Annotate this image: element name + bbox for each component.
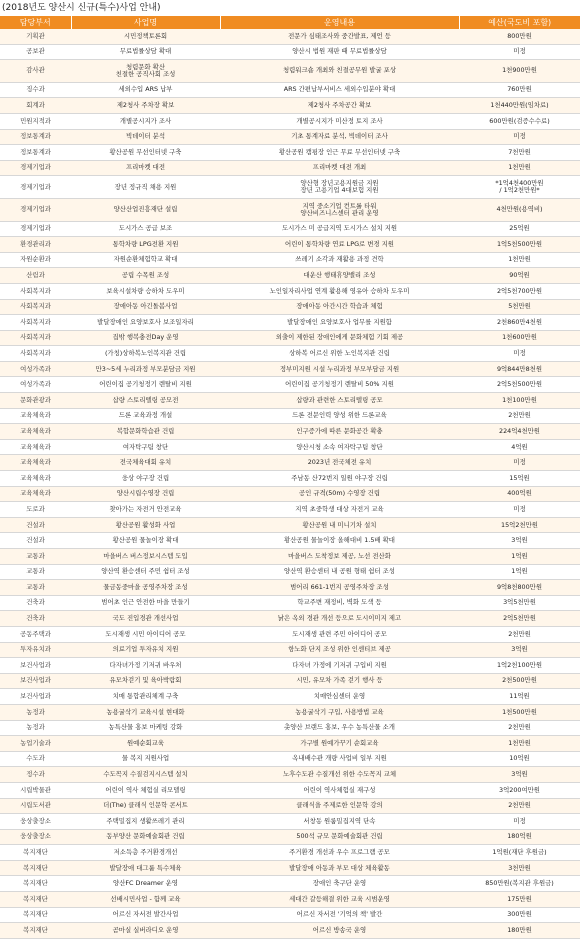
table-row (0, 502, 580, 518)
cell-project-name: 도시재생 시민 아이디어 공모 (71, 626, 220, 642)
cell-dept: 교육체육과 (0, 408, 71, 424)
cell-project-name: 의료기업 투자유치 지원 (71, 642, 220, 658)
table-row (0, 455, 580, 471)
cell-project-name: 곰마실 실버라디오 운영 (71, 923, 220, 939)
table-row (0, 673, 580, 689)
cell-dept: 보건사업과 (0, 673, 71, 689)
cell-dept: 산림과 (0, 268, 71, 284)
cell-content: 어르신 방송국 운영 (220, 923, 459, 939)
cell-content: 쓰레기 소각과 재활용 과정 견학 (220, 252, 459, 268)
cell-project-name: 동부양산 문화예술회관 건립 (71, 829, 220, 845)
cell-budget: 2천500만원 (459, 673, 580, 689)
cell-content: 기초 통계자료 분석, 빅데이터 조사 (220, 129, 459, 145)
cell-dept: 교통과 (0, 564, 71, 580)
cell-budget: 2천860만4천원 (459, 315, 580, 331)
cell-project-name: 양산FC Dreamer 운영 (71, 876, 220, 892)
cell-budget: 미정 (459, 502, 580, 518)
cell-dept: 사회복지과 (0, 346, 71, 362)
cell-dept: 경제기업과 (0, 198, 71, 221)
cell-budget: 180억원 (459, 829, 580, 845)
cell-budget: 미정 (459, 346, 580, 362)
table-row (0, 580, 580, 596)
cell-budget: 760만원 (459, 82, 580, 98)
cell-dept: 징수과 (0, 82, 71, 98)
table-row (0, 486, 580, 502)
table-row (0, 689, 580, 705)
cell-budget: 800만원 (459, 29, 580, 44)
cell-project-name: 선배시민사업 - 함께 교육 (71, 892, 220, 908)
cell-content: 치매안심센터 운영 (220, 689, 459, 705)
cell-project-name: 어르신 자서전 발간사업 (71, 907, 220, 923)
cell-budget: 224억4천만원 (459, 424, 580, 440)
table-row (0, 564, 580, 580)
cell-dept: 경제기업과 (0, 160, 71, 176)
cell-project-name: 시민정책토론회 (71, 29, 220, 44)
cell-budget: 2억5천500만원 (459, 377, 580, 393)
cell-budget: 2천만원 (459, 408, 580, 424)
cell-content: 어린이집 공기청정기 렌탈비 50% 지원 (220, 377, 459, 393)
cell-dept: 교육체육과 (0, 439, 71, 455)
cell-dept: 보건사업과 (0, 658, 71, 674)
cell-project-name: 발달장애인 요양보호사 보조일자리 (71, 315, 220, 331)
cell-budget: 4천만원(용역비) (459, 198, 580, 221)
cell-dept: 감사관 (0, 60, 71, 83)
table-row (0, 549, 580, 565)
cell-project-name: 집밖 행복충전Day 운영 (71, 330, 220, 346)
cell-content: 범어리 661-1번지 공영주차장 조성 (220, 580, 459, 596)
cell-project-name: 마을버스 버스정보시스템 도입 (71, 549, 220, 565)
cell-content: 클래식을 주제로한 인문학 강의 (220, 798, 459, 814)
table-row (0, 98, 580, 114)
cell-budget: 1억원(재단 후원금) (459, 845, 580, 861)
cell-dept: 복지재단 (0, 860, 71, 876)
cell-content: 황산공원 물놀이장 올해대비 1.5배 확대 (220, 533, 459, 549)
cell-dept: 건축과 (0, 595, 71, 611)
cell-budget: 2천만원 (459, 798, 580, 814)
table-row (0, 439, 580, 455)
table-row (0, 704, 580, 720)
cell-content: 인구증가에 따른 문화공간 확충 (220, 424, 459, 440)
cell-content: 도시재생 관련 주민 아이디어 공모 (220, 626, 459, 642)
cell-dept: 보건사업과 (0, 689, 71, 705)
cell-project-name: 황산공원 무선인터넷 구축 (71, 145, 220, 161)
cell-project-name: (가칭)상하복노인복지관 건립 (71, 346, 220, 362)
cell-budget: 1억원 (459, 564, 580, 580)
cell-project-name: 양산산업진흥재단 설립 (71, 198, 220, 221)
page-title: (2018년도 양산시 신규(특수)사업 안내) (2, 3, 161, 13)
table-row (0, 315, 580, 331)
cell-content: 전문가 심태조사와 중간발표, 제언 등 (220, 29, 459, 44)
cell-budget: 7천만원 (459, 145, 580, 161)
cell-dept: 경제기업과 (0, 221, 71, 237)
cell-project-name: 공립 수목원 조성 (71, 268, 220, 284)
table-row (0, 626, 580, 642)
cell-budget: 1천만원 (459, 252, 580, 268)
cell-content: 발달장애 아동과 부모 대상 체육활동 (220, 860, 459, 876)
cell-dept: 도로과 (0, 502, 71, 518)
cell-content: 500석 규모 문화예술회관 건립 (220, 829, 459, 845)
cell-dept: 복지재단 (0, 907, 71, 923)
cell-dept: 수도과 (0, 751, 71, 767)
table-row (0, 798, 580, 814)
cell-content: 시민, 유모차 가족 걷기 행사 등 (220, 673, 459, 689)
table-row (0, 923, 580, 939)
cell-budget: 600만원(검증수수료) (459, 113, 580, 129)
cell-project-name: 세외수입 ARS 납부 (71, 82, 220, 98)
cell-dept: 자원순환과 (0, 252, 71, 268)
cell-dept: 기획관 (0, 29, 71, 44)
cell-project-name: 황산공원 활성화 사업 (71, 517, 220, 533)
cell-budget: 25억원 (459, 221, 580, 237)
header-project-name: 사업명 (71, 16, 220, 29)
cell-dept: 건설과 (0, 517, 71, 533)
cell-dept: 공보관 (0, 44, 71, 60)
cell-project-name: 제2청사 주차장 확보 (71, 98, 220, 114)
cell-project-name: 다자녀가정 기저귀 바우처 (71, 658, 220, 674)
cell-dept: 교통과 (0, 580, 71, 596)
cell-dept: 웅상출장소 (0, 829, 71, 845)
table-row (0, 377, 580, 393)
cell-budget: 2천만원 (459, 720, 580, 736)
cell-content: 지역 초중학생 대상 자전거 교육 (220, 502, 459, 518)
cell-budget: 9억844만8천원 (459, 361, 580, 377)
cell-budget: 1천만원 (459, 736, 580, 752)
cell-budget: 3억5천만원 (459, 595, 580, 611)
table-row (0, 393, 580, 409)
cell-budget: 4억원 (459, 439, 580, 455)
cell-dept: 시립도서관 (0, 798, 71, 814)
table-row (0, 642, 580, 658)
cell-content: 공인 규격(50m) 수영장 건립 (220, 486, 459, 502)
cell-content: 정부미지원 시설 누리과정 부모부담금 지원 (220, 361, 459, 377)
cell-dept: 복지재단 (0, 923, 71, 939)
cell-budget: *1억4천400만원 / 1억2천만원* (459, 176, 580, 199)
cell-project-name: 발달장애 대그룹 특수체육 (71, 860, 220, 876)
table-row (0, 129, 580, 145)
cell-content: 청렴워크숍 개최와 친절공무원 발굴 포상 (220, 60, 459, 83)
table-row (0, 361, 580, 377)
table-row (0, 113, 580, 129)
cell-dept: 정보통계과 (0, 129, 71, 145)
cell-dept: 교육체육과 (0, 455, 71, 471)
cell-project-name: 원예순회교육 (71, 736, 220, 752)
cell-project-name: 빅데이터 분석 (71, 129, 220, 145)
table-row (0, 299, 580, 315)
cell-project-name: 저소득층 주거환경개선 (71, 845, 220, 861)
table-row (0, 424, 580, 440)
cell-project-name: 농특산물 홍보 마케팅 강화 (71, 720, 220, 736)
cell-content: 지역 중소기업 컨트롤 타워 양산비즈니스센터 관리 운영 (220, 198, 459, 221)
table-row (0, 145, 580, 161)
cell-content: 옥내배수관 개량 사업비 일부 지원 (220, 751, 459, 767)
table-row (0, 160, 580, 176)
cell-dept: 건축과 (0, 611, 71, 627)
cell-content: 노인일자리사업 연계 활용해 영유아 승하차 도우미 (220, 283, 459, 299)
cell-content: 어린이 통학차량 연료 LPG로 변경 지원 (220, 237, 459, 253)
cell-budget: 1천600만원 (459, 330, 580, 346)
cell-budget: 2억5천700만원 (459, 283, 580, 299)
table-row (0, 346, 580, 362)
cell-budget: 180만원 (459, 923, 580, 939)
cell-content: 서창동 원룸밀집지역 단속 (220, 814, 459, 830)
cell-dept: 사회복지과 (0, 283, 71, 299)
cell-content: 마을버스 도착정보 제공, 노선 전산화 (220, 549, 459, 565)
header-dept: 담당부서 (0, 16, 71, 29)
cell-project-name: 양산역 환승센터 주민 쉼터 조성 (71, 564, 220, 580)
table-row (0, 283, 580, 299)
cell-budget: 1억2천100만원 (459, 658, 580, 674)
cell-dept: 사회복지과 (0, 315, 71, 331)
table-row (0, 767, 580, 783)
cell-dept: 교육체육과 (0, 486, 71, 502)
table-row (0, 533, 580, 549)
cell-content: 촛양산 브랜드 홍보, 우수 농특산물 소개 (220, 720, 459, 736)
table-row (0, 517, 580, 533)
cell-dept: 투자유치과 (0, 642, 71, 658)
cell-project-name: 전국체육대회 유치 (71, 455, 220, 471)
cell-content: 학교주변 재정비, 벽화 도색 등 (220, 595, 459, 611)
cell-dept: 사회복지과 (0, 330, 71, 346)
table-row (0, 782, 580, 798)
cell-dept: 정수과 (0, 767, 71, 783)
cell-budget: 11억원 (459, 689, 580, 705)
cell-budget: 3천만원 (459, 860, 580, 876)
cell-budget: 9억8천800만원 (459, 580, 580, 596)
cell-dept: 복지재단 (0, 845, 71, 861)
cell-project-name: 물 복지 지원사업 (71, 751, 220, 767)
cell-budget: 15억2천만원 (459, 517, 580, 533)
cell-project-name: 드론 교육과정 개설 (71, 408, 220, 424)
cell-dept: 경제기업과 (0, 176, 71, 199)
cell-content: 양산시청 소속 여자탁구팀 창단 (220, 439, 459, 455)
table-row (0, 860, 580, 876)
cell-budget: 15억원 (459, 471, 580, 487)
table-row (0, 29, 580, 44)
table-row (0, 221, 580, 237)
cell-dept: 농정과 (0, 720, 71, 736)
cell-project-name: 자원순환체험학교 확대 (71, 252, 220, 268)
cell-budget: 미정 (459, 44, 580, 60)
cell-dept: 건설과 (0, 533, 71, 549)
table-header-row (0, 16, 580, 29)
table-row (0, 176, 580, 199)
cell-budget: 5천만원 (459, 299, 580, 315)
cell-content: 개별공시지가 미산정 토지 조사 (220, 113, 459, 129)
cell-content: 농용굴삭기 구입, 사용방법 교육 (220, 704, 459, 720)
cell-content: 장애아동 아간시간 학습과 체험 (220, 299, 459, 315)
cell-content: 항노화 단지 조성 위한 인센티브 제공 (220, 642, 459, 658)
cell-content: 2023년 전국체전 유치 (220, 455, 459, 471)
table-row (0, 751, 580, 767)
cell-content: 가구별 원예가꾸기 순회교육 (220, 736, 459, 752)
cell-content: 주거환경 개선과 우수 프로그램 공모 (220, 845, 459, 861)
cell-budget: 1천440만원(임차료) (459, 98, 580, 114)
cell-project-name: 복합문화학습관 건립 (71, 424, 220, 440)
table-row (0, 268, 580, 284)
cell-budget: 3억원 (459, 642, 580, 658)
cell-project-name: 양산시립수영장 건립 (71, 486, 220, 502)
cell-budget: 미정 (459, 455, 580, 471)
cell-project-name: 찾아가는 자전거 안전교육 (71, 502, 220, 518)
table-row (0, 907, 580, 923)
cell-content: 드론 전문인력 양성 위한 드론교육 (220, 408, 459, 424)
cell-budget: 175만원 (459, 892, 580, 908)
cell-project-name: 더(The) 클래식 인문학 콘서트 (71, 798, 220, 814)
cell-content: 양산시 법원 재판 때 무료법률상담 (220, 44, 459, 60)
cell-dept: 교통과 (0, 549, 71, 565)
table-row (0, 845, 580, 861)
cell-budget: 1억원 (459, 549, 580, 565)
cell-content: 상하복 어르신 위한 노인복지관 건립 (220, 346, 459, 362)
cell-budget: 1천500만원 (459, 704, 580, 720)
cell-dept: 복지재단 (0, 876, 71, 892)
cell-dept: 교육체육과 (0, 471, 71, 487)
cell-content: 양산형 장년고용지원금 지원 장년 고용기업 4대보험 지원 (220, 176, 459, 199)
cell-project-name: 치매 통합관리체계 구축 (71, 689, 220, 705)
cell-project-name: 통학차량 LPG전환 지원 (71, 237, 220, 253)
table-row (0, 330, 580, 346)
table-row (0, 595, 580, 611)
cell-budget: 3억200여만원 (459, 782, 580, 798)
cell-content: 삽량과 관련한 스토리텔링 공모 (220, 393, 459, 409)
cell-dept: 웅상출장소 (0, 814, 71, 830)
cell-project-name: 삽량 스토리텔링 공모전 (71, 393, 220, 409)
cell-budget: 90억원 (459, 268, 580, 284)
table-row (0, 237, 580, 253)
cell-project-name: 어린이집 공기청정기 렌탈비 지원 (71, 377, 220, 393)
budget-table (0, 16, 580, 939)
cell-project-name: 도시가스 공급 보조 (71, 221, 220, 237)
cell-dept: 시립박물관 (0, 782, 71, 798)
cell-project-name: 장년 정규직 채용 지원 (71, 176, 220, 199)
cell-dept: 문화관광과 (0, 393, 71, 409)
cell-project-name: 개별공시지가 조사 (71, 113, 220, 129)
cell-project-name: 웅상 야구장 건립 (71, 471, 220, 487)
cell-project-name: 수도꼭지 수질검지시스템 설치 (71, 767, 220, 783)
cell-dept: 사회복지과 (0, 299, 71, 315)
cell-project-name: 장애아동 아긴돌봄사업 (71, 299, 220, 315)
cell-budget: 1천900만원 (459, 60, 580, 83)
cell-budget: 미정 (459, 814, 580, 830)
cell-content: 장애인 축구단 운영 (220, 876, 459, 892)
cell-content: 세대간 갈등해결 위한 교육 시범운영 (220, 892, 459, 908)
cell-content: 제2청사 주차공간 확보 (220, 98, 459, 114)
cell-project-name: 농용굴삭기 교육시설 현대화 (71, 704, 220, 720)
table-row (0, 829, 580, 845)
table-row (0, 892, 580, 908)
cell-budget: 3억원 (459, 533, 580, 549)
table-row (0, 44, 580, 60)
cell-project-name: 청렴문화 확산 친절한 공직사회 조성 (71, 60, 220, 83)
header-content: 운영내용 (220, 16, 459, 29)
cell-budget: 미정 (459, 129, 580, 145)
cell-budget: 2억5천만원 (459, 611, 580, 627)
cell-content: 황산공원 내 미니기차 설치 (220, 517, 459, 533)
table-row (0, 82, 580, 98)
cell-project-name: 여자탁구팀 창단 (71, 439, 220, 455)
cell-budget: 1천만원 (459, 160, 580, 176)
header-budget: 예산(국도비 포함) (459, 16, 580, 29)
table-body (0, 29, 580, 938)
cell-content: 주남동 산72번지 일원 야구장 건립 (220, 471, 459, 487)
cell-budget: 400억원 (459, 486, 580, 502)
cell-content: 프리마켓 대전 개최 (220, 160, 459, 176)
cell-dept: 농업기술과 (0, 736, 71, 752)
cell-content: 발달장애인 요양보호사 업무를 지원함 (220, 315, 459, 331)
cell-project-name: 무료법률상담 확대 (71, 44, 220, 60)
cell-project-name: 프리마켓 대전 (71, 160, 220, 176)
table-row (0, 814, 580, 830)
table-row (0, 471, 580, 487)
cell-budget: 1천100만원 (459, 393, 580, 409)
cell-content: 외출이 제한된 장애인에게 문화체험 기회 제공 (220, 330, 459, 346)
cell-budget: 10억원 (459, 751, 580, 767)
table-row (0, 252, 580, 268)
cell-dept: 복지재단 (0, 892, 71, 908)
cell-dept: 농정과 (0, 704, 71, 720)
cell-budget: 2천만원 (459, 626, 580, 642)
cell-project-name: 범어초 인근 안전한 마을 만들기 (71, 595, 220, 611)
cell-dept: 교육체육과 (0, 424, 71, 440)
cell-content: 대운산 행태휴양밸리 조성 (220, 268, 459, 284)
cell-project-name: 보육시설차량 승하차 도우미 (71, 283, 220, 299)
cell-dept: 여성가족과 (0, 361, 71, 377)
cell-content: 어린이 역사체험실 재구성 (220, 782, 459, 798)
cell-dept: 민원지적과 (0, 113, 71, 129)
table-row (0, 658, 580, 674)
table-row (0, 720, 580, 736)
cell-project-name: 유모차걷기 및 육아박람회 (71, 673, 220, 689)
cell-content: 도시가스 미 공급지역 도시가스 설치 지원 (220, 221, 459, 237)
cell-project-name: 황산공원 물놀이장 확대 (71, 533, 220, 549)
cell-dept: 환경관리과 (0, 237, 71, 253)
cell-content: 어르신 자서전 '기억의 책' 발간 (220, 907, 459, 923)
cell-dept: 공동주택과 (0, 626, 71, 642)
cell-dept: 여성가족과 (0, 377, 71, 393)
table-row (0, 408, 580, 424)
cell-project-name: 주택밀집지 생활쓰레기 관리 (71, 814, 220, 830)
cell-content: 황산공원 캠핑장 인근 무료 무선인터넷 구축 (220, 145, 459, 161)
cell-project-name: 물금동중마을 공영주차장 조성 (71, 580, 220, 596)
cell-budget: 3억원 (459, 767, 580, 783)
cell-budget: 850만원(복지관 후원금) (459, 876, 580, 892)
cell-content: 양산역 환승센터 내 공원 형태 쉼터 조성 (220, 564, 459, 580)
table-row (0, 736, 580, 752)
cell-content: 노후수도관 수질개선 위한 수도꼭지 교체 (220, 767, 459, 783)
cell-project-name: 국도 진입경관 개선사업 (71, 611, 220, 627)
table-row (0, 611, 580, 627)
table-row (0, 198, 580, 221)
table-row (0, 876, 580, 892)
cell-content: ARS 간편납부서비스 세외수입분야 확대 (220, 82, 459, 98)
cell-dept: 회계과 (0, 98, 71, 114)
cell-content: 낡은 옥외 경관 개선 등으로 도시이미지 제고 (220, 611, 459, 627)
cell-project-name: 만3~5세 누리과정 부모분담금 지원 (71, 361, 220, 377)
cell-budget: 1억5천500만원 (459, 237, 580, 253)
cell-budget: 300만원 (459, 907, 580, 923)
cell-dept: 정보통계과 (0, 145, 71, 161)
table-row (0, 60, 580, 83)
cell-project-name: 어린이 역사 체험실 리모델링 (71, 782, 220, 798)
cell-content: 다자녀 가정에 기저귀 구입비 지원 (220, 658, 459, 674)
